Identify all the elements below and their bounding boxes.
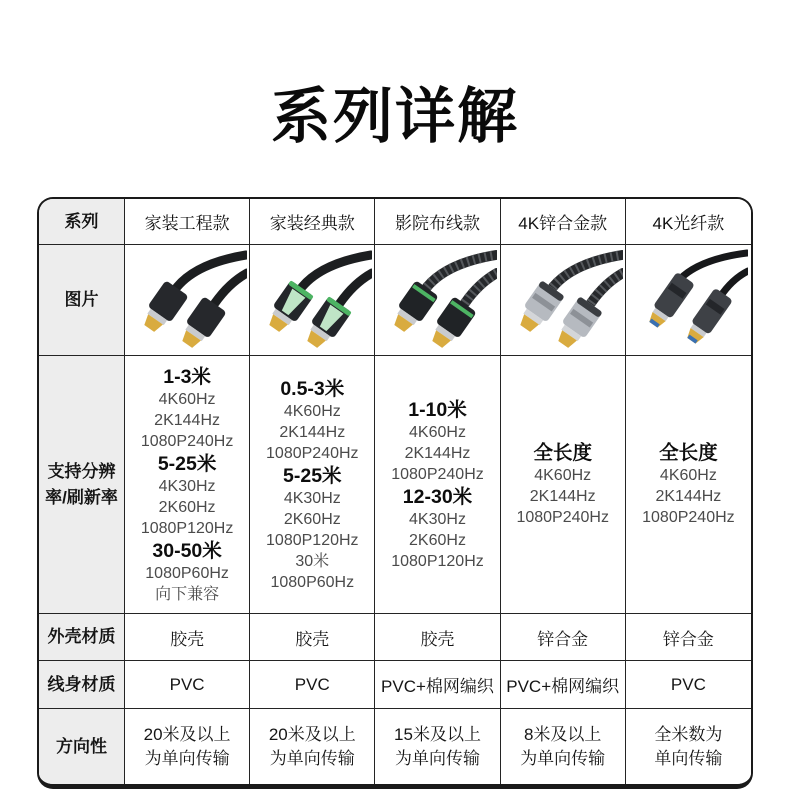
spec-line: 4K60Hz — [158, 390, 216, 408]
shell-value-3: 胶壳 — [375, 614, 500, 661]
body-value-3: PVC+棉网编织 — [375, 661, 500, 709]
direction-line: 单向传输 — [654, 748, 723, 768]
direction-value-5 — [626, 709, 751, 784]
row-label-body: 线身材质 — [39, 661, 125, 709]
spec-line: 4K30Hz — [283, 489, 341, 507]
spec-line: 4K30Hz — [409, 510, 466, 528]
spec-line: 1080P240Hz — [516, 509, 609, 526]
hdmi-cable-image-zinc-alloy — [503, 249, 623, 351]
spec-line: 1080P60Hz — [270, 573, 355, 591]
column-header-4: 4K锌合金款 — [501, 199, 626, 245]
column-header-5: 4K光纤款 — [626, 199, 751, 245]
spec-line: 1080P240Hz — [642, 509, 735, 526]
shell-value-5: 锌合金 — [626, 614, 751, 661]
length-range-heading: 1-3米 — [163, 365, 211, 388]
spec-line: 向下兼容 — [155, 585, 220, 603]
length-range-heading: 5-25米 — [283, 464, 342, 487]
page-title: 系列详解 — [271, 83, 519, 150]
hdmi-cable-image-black-pvc — [127, 249, 247, 351]
direction-value-3 — [375, 709, 500, 784]
length-range-heading: 1-10米 — [408, 398, 467, 421]
spec-line: 1080P240Hz — [391, 465, 484, 483]
spec-line: 30米 — [295, 552, 330, 570]
spec-line: 4K60Hz — [283, 402, 341, 420]
direction-line: 20米及以上 — [268, 724, 356, 744]
body-value-5: PVC — [626, 661, 751, 709]
spec-line: 1080P120Hz — [391, 552, 484, 570]
hdmi-cable-image-braided — [377, 249, 497, 351]
image-cell-3 — [375, 245, 500, 356]
direction-line: 15米及以上 — [394, 724, 481, 744]
resolution-cell-4 — [501, 356, 626, 614]
spec-line: 2K144Hz — [529, 488, 596, 505]
resolution-cell-2 — [250, 356, 375, 614]
spec-line: 2K144Hz — [154, 411, 220, 429]
length-range-heading: 全长度 — [533, 442, 592, 464]
length-range-heading: 0.5-3米 — [280, 377, 345, 400]
direction-line: 20米及以上 — [143, 724, 231, 744]
resolution-cell-3 — [375, 356, 500, 614]
row-label-shell: 外壳材质 — [39, 614, 125, 661]
spec-line: 4K30Hz — [158, 477, 216, 495]
spec-line: 1080P240Hz — [140, 432, 234, 450]
length-range-heading: 30-50米 — [152, 539, 222, 562]
spec-line: 2K60Hz — [409, 531, 466, 549]
spec-line: 1080P120Hz — [266, 531, 359, 549]
spec-line: 2K60Hz — [283, 510, 341, 528]
length-range-heading: 5-25米 — [157, 452, 217, 475]
direction-value-2 — [250, 709, 375, 784]
shell-value-1: 胶壳 — [125, 614, 250, 661]
spec-line: 2K144Hz — [279, 423, 346, 441]
resolution-cell-5 — [626, 356, 751, 614]
spec-line: 4K60Hz — [409, 423, 466, 441]
direction-line: 8米及以上 — [523, 724, 602, 744]
shell-value-2: 胶壳 — [250, 614, 375, 661]
comparison-table — [37, 197, 753, 789]
direction-value-4 — [501, 709, 626, 784]
spec-line: 2K144Hz — [404, 444, 471, 462]
corner-header-series: 系列 — [39, 199, 125, 245]
direction-line: 为单向传输 — [394, 748, 480, 768]
row-label-direction: 方向性 — [39, 709, 125, 784]
image-cell-1 — [125, 245, 250, 356]
spec-line: 4K60Hz — [534, 467, 592, 484]
spec-line: 2K60Hz — [158, 498, 216, 516]
direction-line: 为单向传输 — [269, 748, 355, 768]
body-value-2: PVC — [250, 661, 375, 709]
direction-line: 为单向传输 — [144, 748, 230, 768]
image-cell-5 — [626, 245, 751, 356]
shell-value-4: 锌合金 — [501, 614, 626, 661]
direction-value-1 — [125, 709, 250, 784]
direction-line: 为单向传输 — [520, 748, 606, 768]
spec-line: 2K144Hz — [655, 488, 722, 505]
length-range-heading: 全长度 — [659, 442, 718, 464]
spec-line: 1080P60Hz — [145, 564, 229, 582]
body-value-1: PVC — [125, 661, 250, 709]
row-label-image: 图片 — [39, 245, 125, 356]
direction-line: 全米数为 — [654, 724, 723, 744]
spec-line: 1080P120Hz — [140, 519, 234, 537]
length-range-heading: 12-30米 — [402, 485, 473, 508]
image-cell-4 — [501, 245, 626, 356]
row-label-resolution: 支持分辨率/刷新率 — [39, 356, 125, 614]
hdmi-cable-image-fiber-optic — [628, 249, 748, 351]
spec-line: 1080P240Hz — [266, 444, 359, 462]
hdmi-cable-image-black-green — [252, 249, 372, 351]
column-header-1: 家装工程款 — [125, 199, 250, 245]
body-value-4: PVC+棉网编织 — [501, 661, 626, 709]
column-header-2: 家装经典款 — [250, 199, 375, 245]
resolution-cell-1 — [125, 356, 250, 614]
column-header-3: 影院布线款 — [375, 199, 500, 245]
image-cell-2 — [250, 245, 375, 356]
spec-line: 4K60Hz — [659, 467, 717, 484]
